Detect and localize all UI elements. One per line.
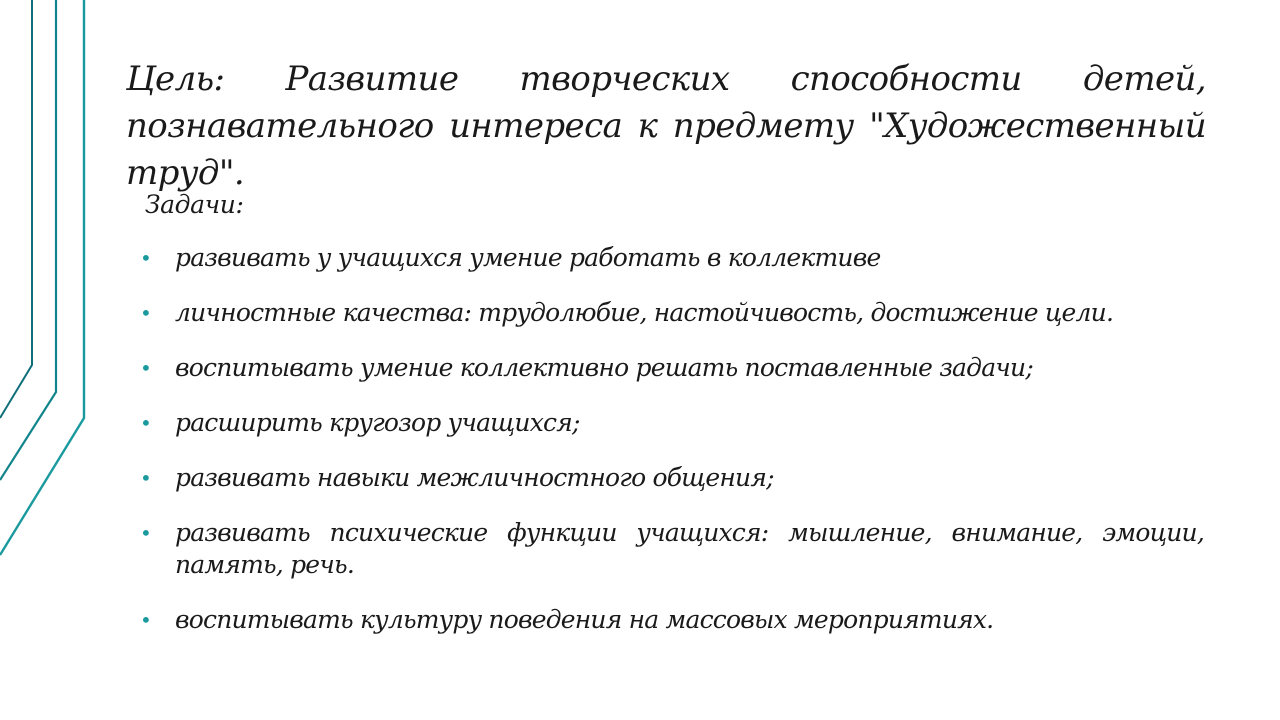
- bullet-icon: •: [140, 608, 151, 632]
- bullet-icon: •: [140, 411, 151, 435]
- task-item: [140, 462, 1204, 494]
- decor-line-middle: [0, 0, 56, 480]
- bullet-icon: •: [140, 466, 151, 490]
- task-text: развивать психические функции учащихся: мышление, внимание, эмоции, память, речь.: [175, 518, 1204, 579]
- task-text: личностные качества: трудолюбие, настойчивость, достижение цели.: [175, 298, 1114, 327]
- task-text: развивать навыки межличностного общения;: [175, 463, 774, 492]
- slide-title: Цель: Развитие творческих способности детей, познавательного интереса к предмету "Художественный труд".: [126, 59, 1206, 193]
- decorative-lines: [0, 0, 100, 720]
- decor-line-outer: [0, 0, 84, 555]
- task-text: развивать у учащихся умение работать в коллективе: [175, 243, 881, 272]
- task-item: [140, 407, 1204, 439]
- tasks-label: Задачи:: [145, 190, 244, 219]
- task-list: [140, 242, 1204, 659]
- task-item: [140, 242, 1204, 274]
- task-item: [140, 604, 1204, 636]
- bullet-icon: •: [140, 521, 151, 545]
- bullet-icon: •: [140, 246, 151, 270]
- task-text: воспитывать умение коллективно решать поставленные задачи;: [175, 353, 1033, 382]
- task-item: [140, 297, 1204, 329]
- bullet-icon: •: [140, 356, 151, 380]
- task-text: расширить кругозор учащихся;: [175, 408, 580, 437]
- task-text: воспитывать культуру поведения на массовых мероприятиях.: [175, 605, 994, 634]
- task-item: [140, 517, 1204, 581]
- bullet-icon: •: [140, 301, 151, 325]
- task-item: [140, 352, 1204, 384]
- decor-line-inner: [0, 0, 32, 418]
